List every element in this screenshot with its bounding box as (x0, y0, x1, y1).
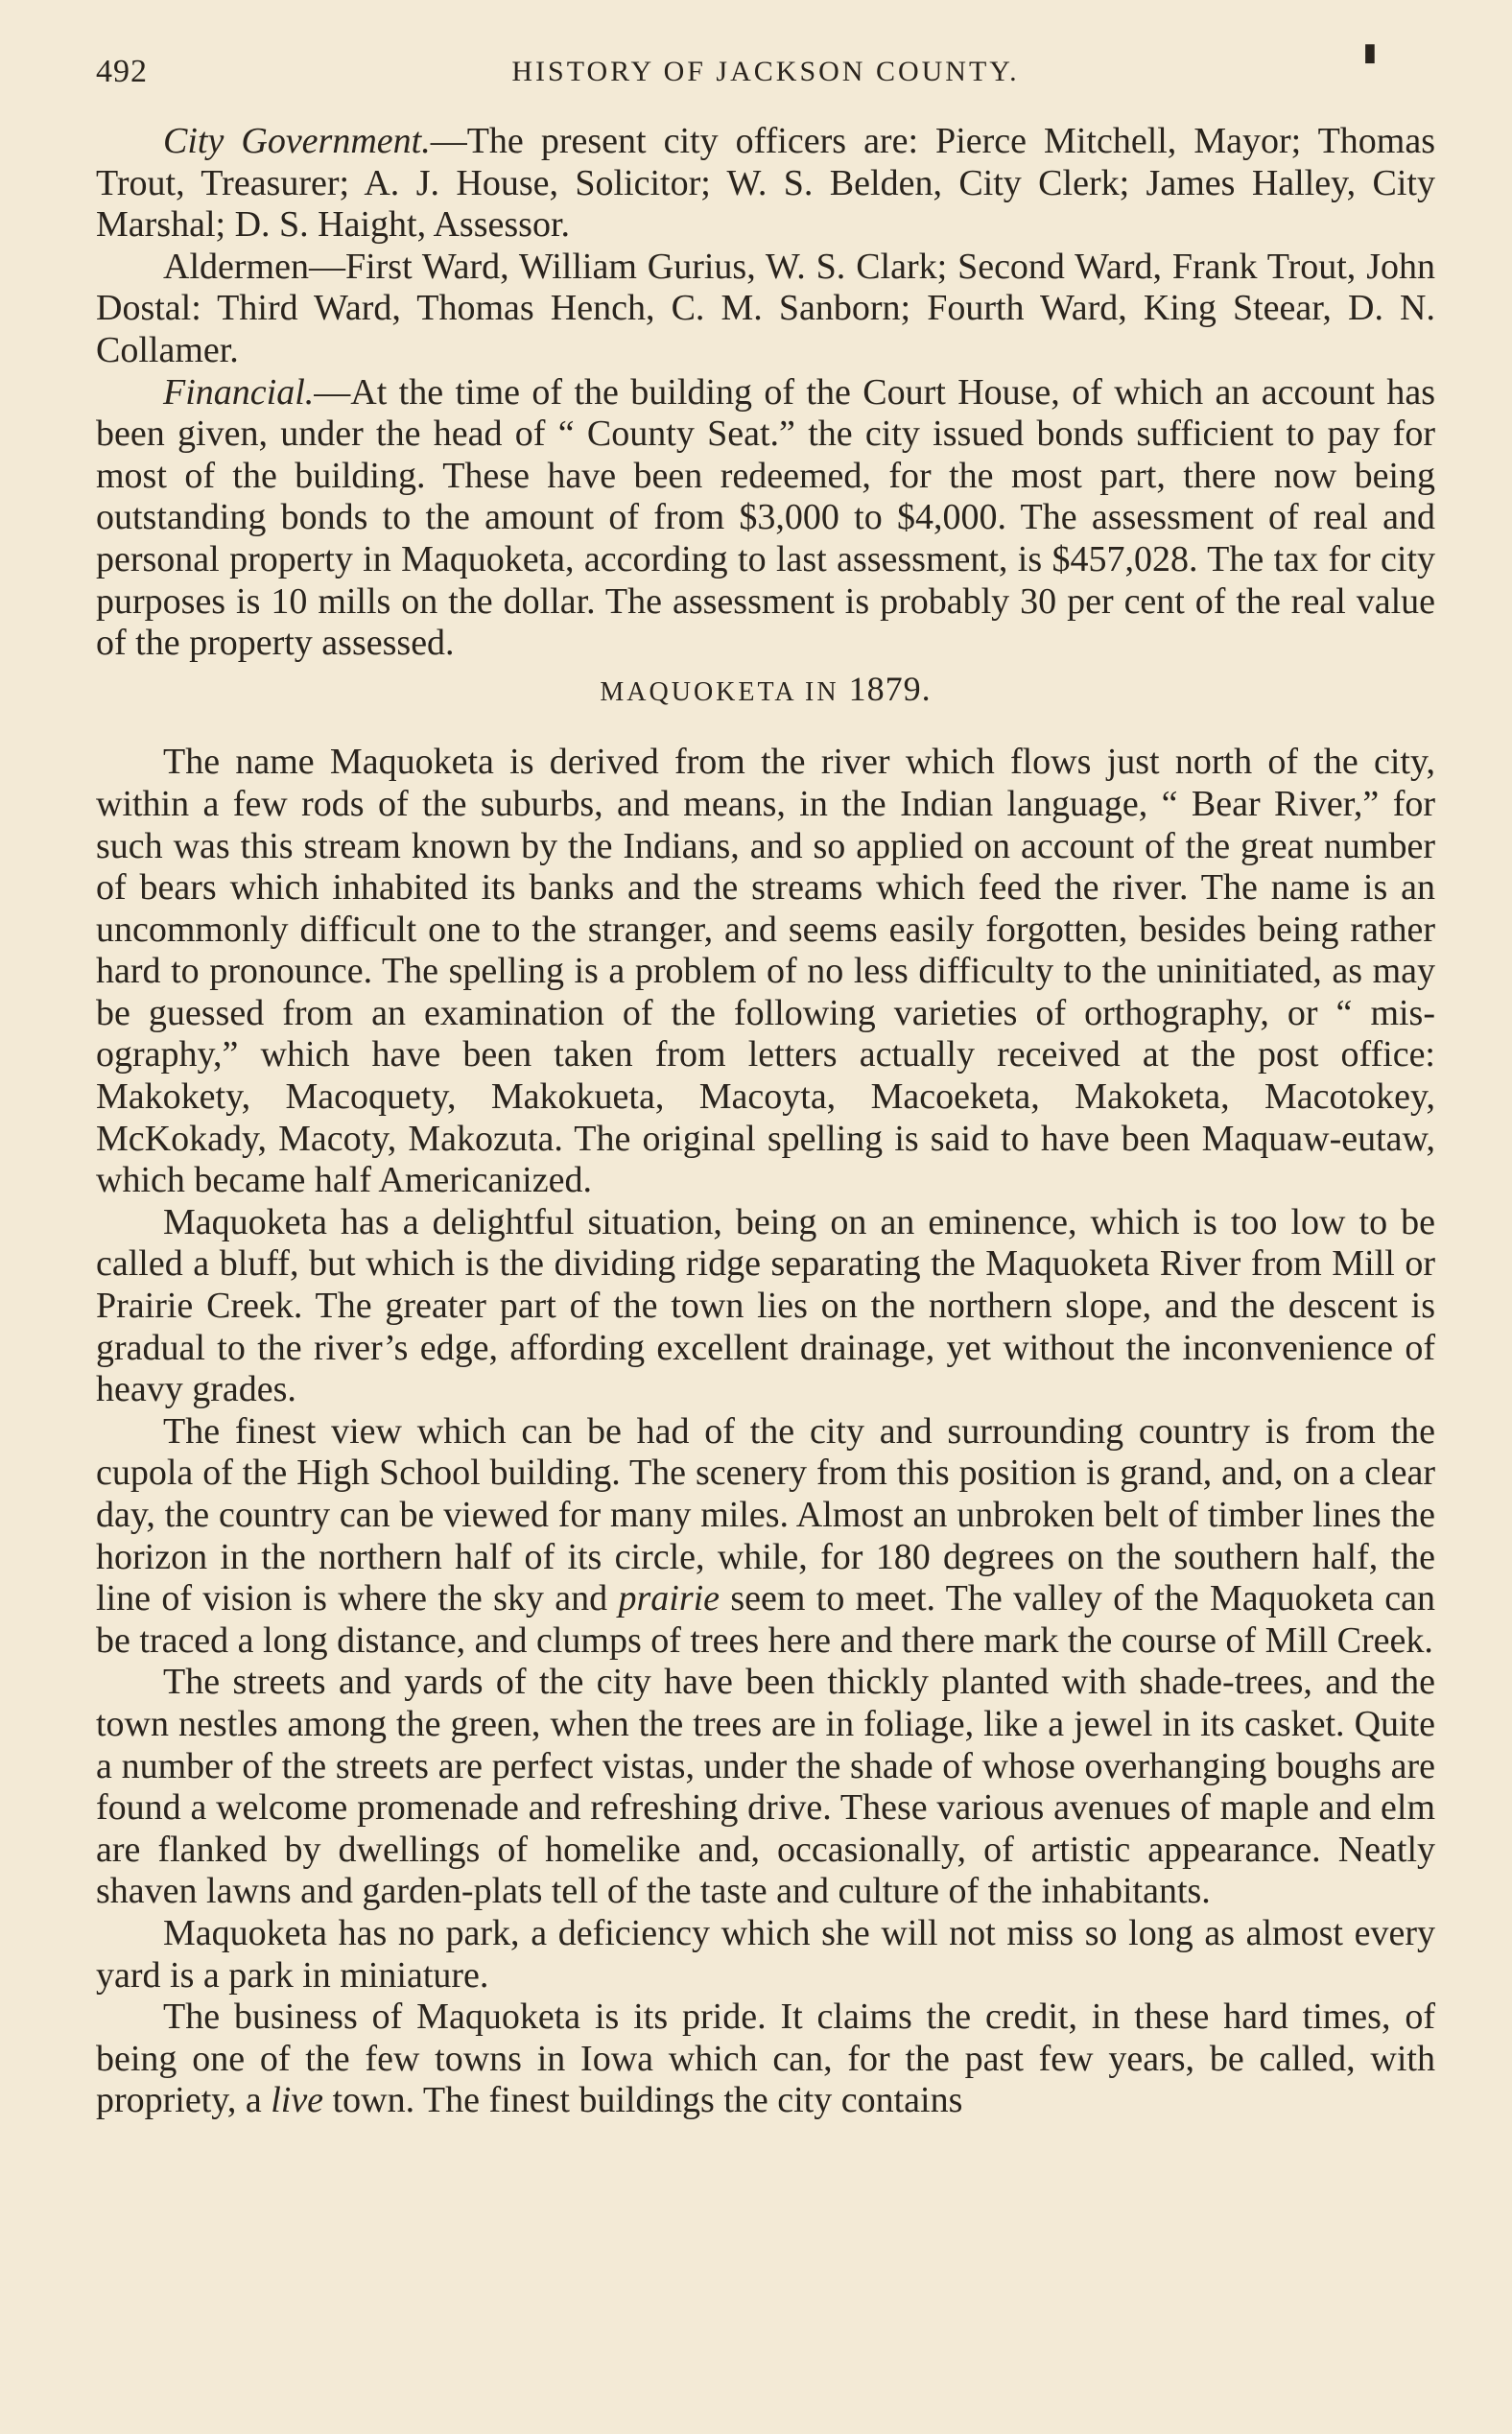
paragraph-lead: Financial. (163, 371, 315, 413)
paragraph-text: The business of Maquoketa is its pride. It claims the credit, in these hard times, of being one of the few towns in Iowa which can, for the past few years, be called, with propriety, a (96, 1997, 1435, 2121)
section-heading-year: 1879. (848, 669, 932, 708)
paragraph-text: The finest view which can be had of the city and surrounding country is from the cupola of the High School building. The scenery from this position is grand, and, on a clear day, the country can be viewed for many miles. Almost an unbroken belt of timber lines the horizon in the northern half of its circle, while, for 180 degrees on the southern half, the line of vision is where the sky and (96, 1410, 1435, 1619)
page-number: 492 (96, 54, 148, 89)
running-head: HISTORY OF JACKSON COUNTY. (511, 56, 1020, 87)
paragraph-view (96, 1411, 1435, 1663)
paragraph-text: The streets and yards of the city have been thickly planted with shade-trees, and the town nestles among the green, when the trees are in foliage, like a jewel in its casket. Quite a number of the streets are perfect vistas, under the shade of whose overhanging boughs are found a welcome promenade and refreshing drive. These various avenues of maple and elm are flanked by dwellings of homelike and, occasionally, of artistic appearance. Neatly shaven lawns and garden-plats tell of the taste and culture of the inhabitants. (96, 1662, 1435, 1912)
paragraph-business (96, 1997, 1435, 2122)
paragraph-name-origin (96, 742, 1435, 1202)
corner-mark: ▮ (1362, 38, 1378, 66)
paragraph-text: —The present city officers are: Pierce Mitchell, Mayor; Thomas Trout, Treasurer; A. J. House, Solicitor; W. S. Belden, City Clerk; James Halley, City Marshal; D. S. Haight, Assessor. (96, 121, 1436, 246)
paragraph-text: Aldermen—First Ward, William Gurius, W. S. Clark; Second Ward, Frank Trout, John Dostal: Third Ward, Thomas Hench, C. M. Sanborn; Fourth Ward, King Steear, D. N. Collamer. (96, 246, 1435, 370)
italic-word: prairie (618, 1578, 721, 1619)
italic-word: live (271, 2080, 324, 2121)
paragraph-text: Maquoketa has no park, a deficiency which she will not miss so long as almost every yard is a park in miniature. (96, 1912, 1435, 1996)
paragraph-text: Maquoketa has a delightful situation, being on an eminence, which is too low to be called a bluff, but which is the dividing ridge separating the Maquoketa River from Mill or Prairie Creek. The greater part of the town lies on the northern slope, and the descent is gradual to the river’s edge, affording excellent drainage, yet without the inconvenience of heavy grades. (96, 1201, 1435, 1410)
section-heading-text: MAQUOKETA IN (600, 676, 839, 707)
paragraph-text: town. The finest buildings the city contains (323, 2080, 963, 2121)
paragraph-streets (96, 1662, 1435, 1913)
paragraph-situation (96, 1202, 1435, 1411)
paragraph-lead: City Government. (163, 121, 431, 161)
paragraph-text: The name Maquoketa is derived from the river which flows just north of the city, within a few rods of the suburbs, and means, in the Indian language, “ Bear River,” for such was this stream known by the Indians, and so applied on account of the great number of bears which inhabited its banks and the streams which feed the river. The name is an uncommonly difficult one to the stranger, and seems easily forgotten, besides being rather hard to pronounce. The spelling is a problem of no less difficulty to the uninitiated, as may be guessed from an examination of the following varieties of orthography, or “ mis-ography,” which have been taken from letters actually received at the post office: Makokety, Macoquety, Makokueta, Macoyta, Macoeketa, Makoketa, Macotokey, McKokady, Macoty, Makozuta. The original spelling is said to have been Maquaw-eutaw, which became half Americanized. (96, 742, 1435, 1201)
paragraph-text: seem to meet. The valley of the Maquoketa can be traced a long distance, and clumps of trees here and there mark the course of Mill Creek. (96, 1578, 1436, 1661)
paragraph-city-government (96, 121, 1435, 247)
page-header (96, 38, 1435, 100)
section-heading (96, 669, 1435, 714)
body-text (96, 121, 1435, 2122)
paragraph-financial (96, 372, 1435, 665)
paragraph-aldermen (96, 247, 1435, 372)
paragraph-park (96, 1913, 1435, 1997)
paragraph-text: —At the time of the building of the Court House, of which an account has been given, under the head of “ County Seat.” the city issued bonds sufficient to pay for most of the building. These have been redeemed, for the most part, there now being outstanding bonds to the amount of from $3,000 to $4,000. The assessment of real and personal property in Maquoketa, according to last assessment, is $457,028. The tax for city purposes is 10 mills on the dollar. The assessment is probably 30 per cent of the real value of the property assessed. (96, 371, 1435, 664)
